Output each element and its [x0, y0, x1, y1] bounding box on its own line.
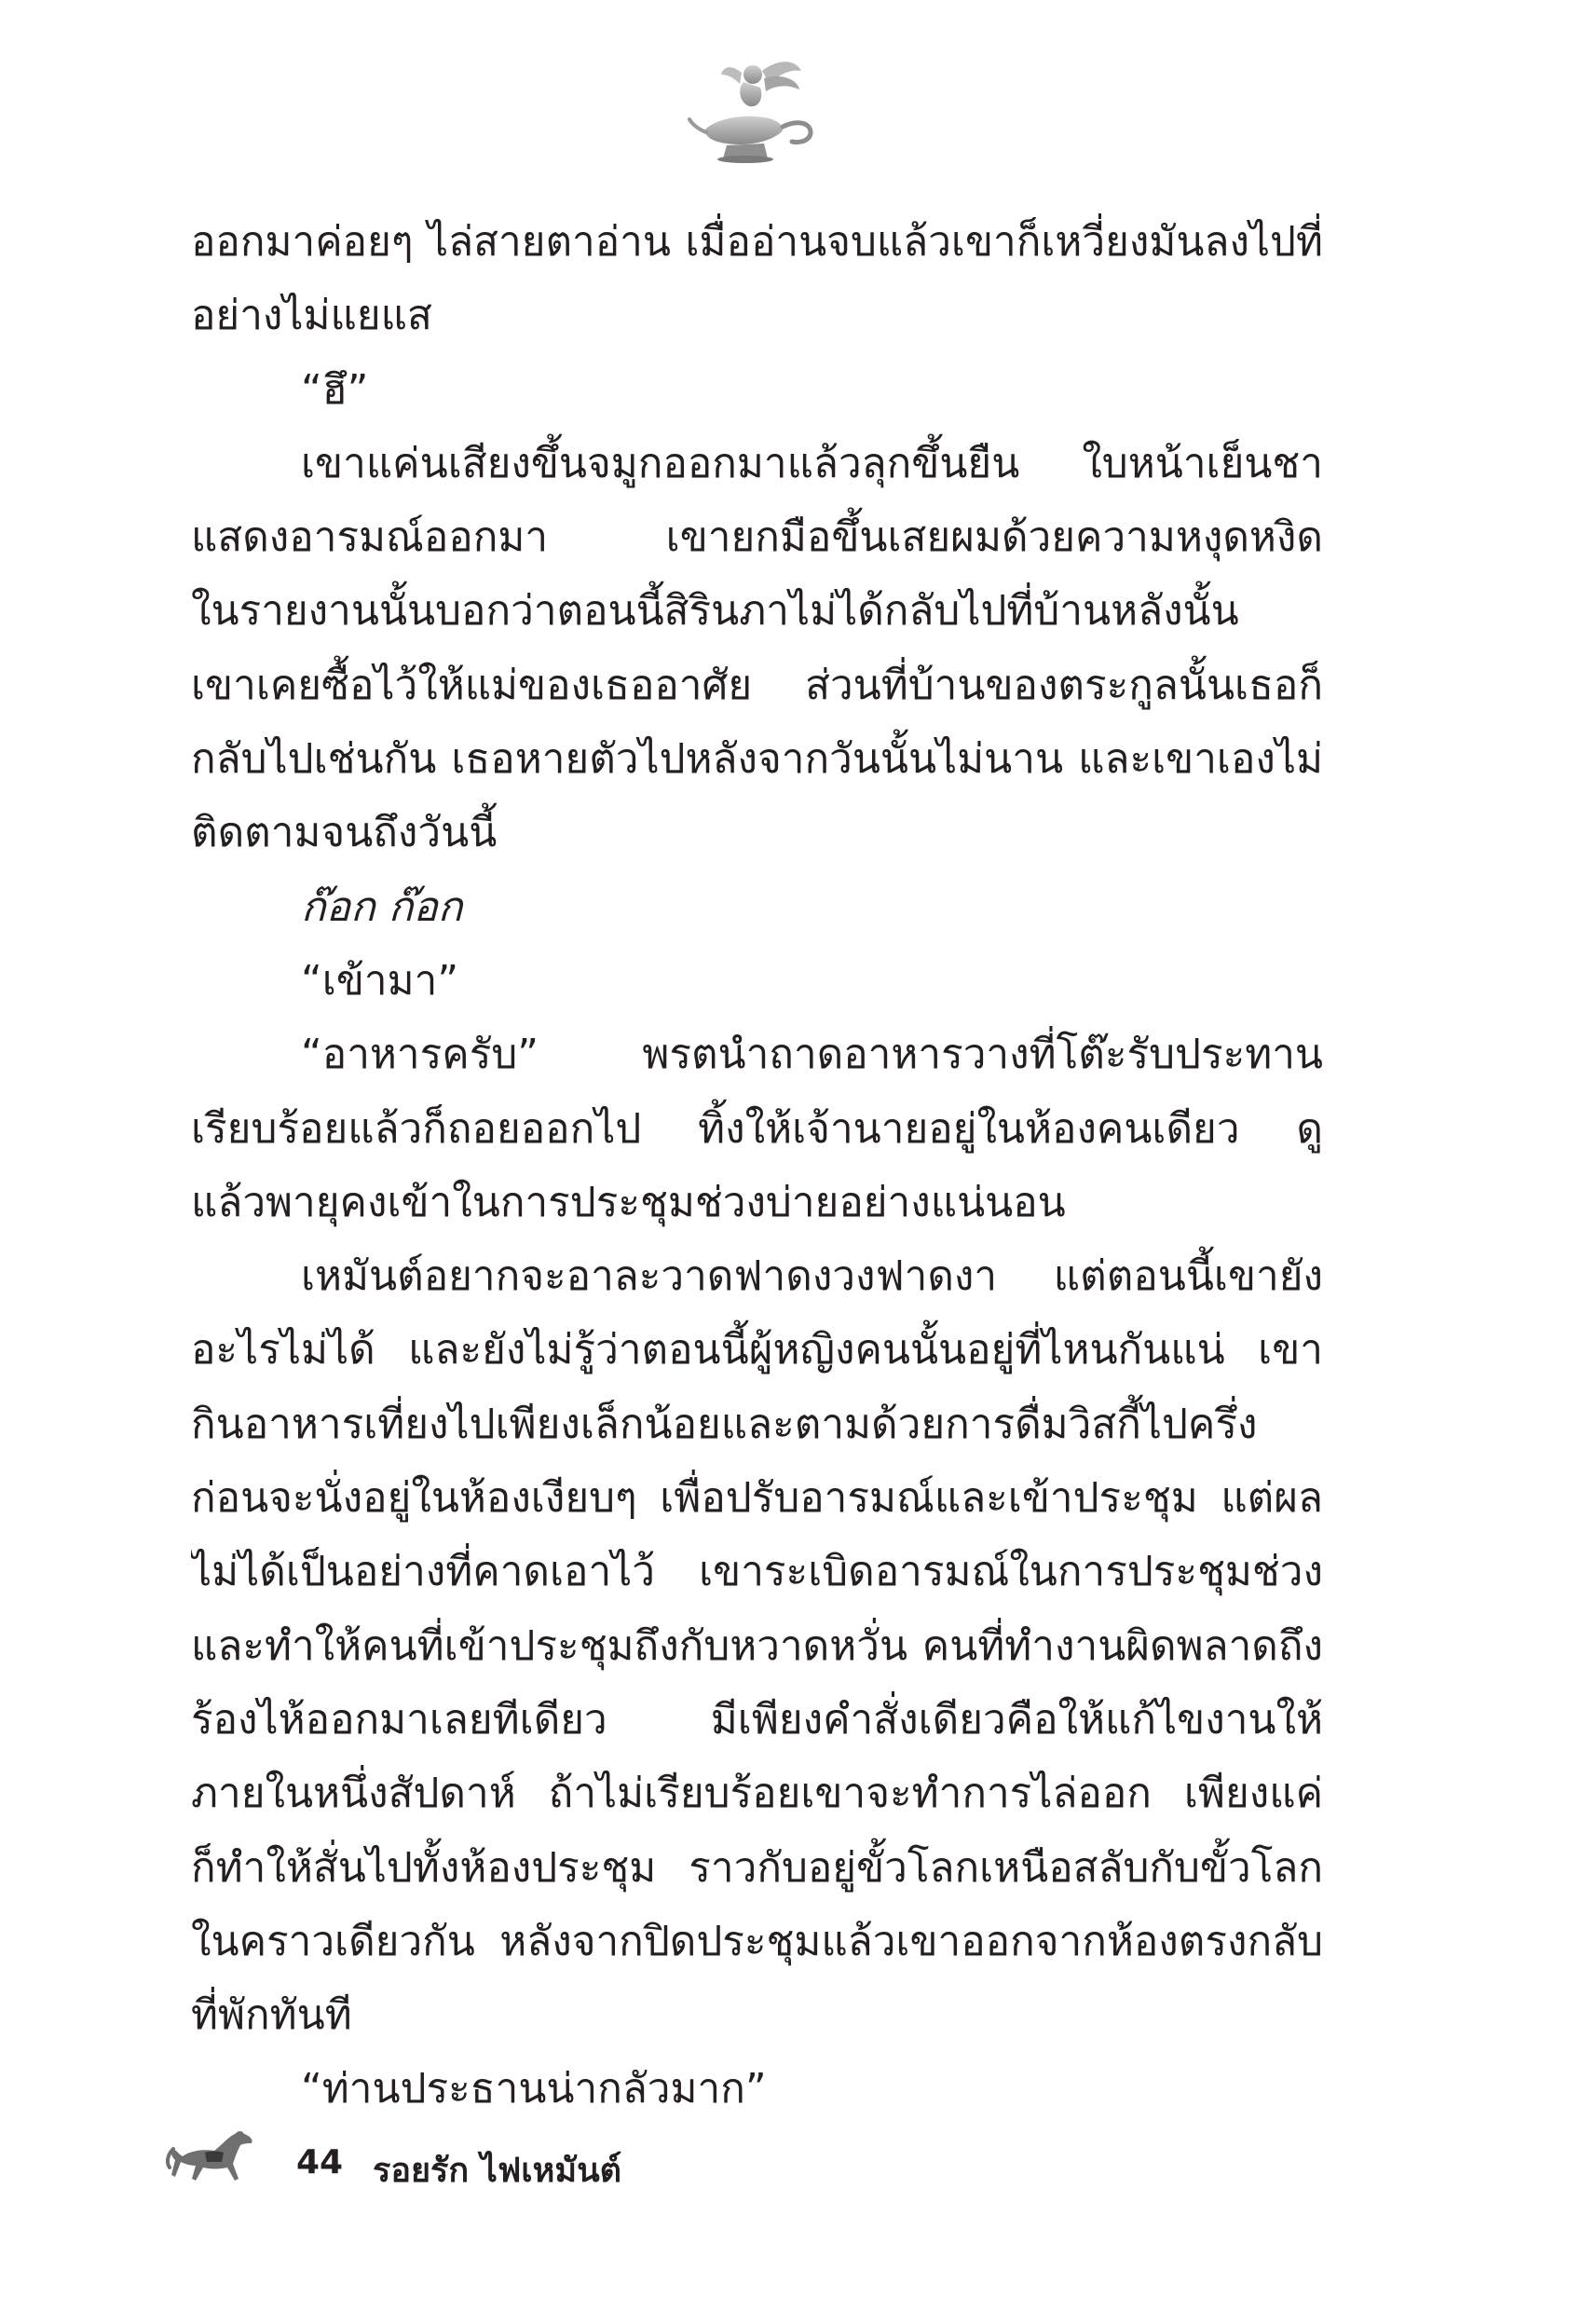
text-line: ก๊อก ก๊อก: [301, 882, 463, 931]
text-line: “ท่านประธานน่ากลัวมาก”: [301, 2065, 767, 2113]
book-title: รอยรัก ไฟเหมันต์: [373, 2152, 622, 2190]
story-text: [191, 205, 1323, 2126]
text-line: เรียบร้อยแล้วก็ถอยออกไป ทิ้งให้เจ้านายอยู่ในห้องคนเดียว ดู: [191, 1104, 1323, 1153]
text-line: ร้องไห้ออกมาเลยทีเดียว มีเพียงคำสั่งเดียวคือให้แก้ไขงานให้: [191, 1695, 1323, 1744]
text-line: ติดตามจนถึงวันนี้: [191, 809, 498, 857]
text-line: กินอาหารเที่ยงไปเพียงเล็กน้อยและตามด้วยการดื่มวิสกี้ไปครึ่ง: [191, 1400, 1258, 1448]
text-line: ในรายงานนั้นบอกว่าตอนนี้สิรินภาไม่ได้กลับไปที่บ้านหลังนั้น: [191, 587, 1239, 636]
text-line: กลับไปเช่นกัน เธอหายตัวไปหลังจากวันนั้นไม่นาน และเขาเองไม่: [191, 735, 1323, 784]
text-line: ไม่ได้เป็นอย่างที่คาดเอาไว้ เขาระเบิดอารมณ์ในการประชุมช่วง: [191, 1548, 1323, 1596]
text-line: อย่างไม่แยแส: [191, 292, 432, 340]
text-line: และทำให้คนที่เข้าประชุมถึงกับหวาดหวั่น คนที่ทำงานผิดพลาดถึง: [191, 1621, 1323, 1670]
text-line: เขาเคยซื้อไว้ให้แม่ของเธออาศัย ส่วนที่บ้านของตระกูลนั้นเธอก็: [191, 661, 1323, 709]
text-line: “อาหารครับ” พรตนำถาดอาหารวางที่โต๊ะรับประทาน: [301, 1031, 1323, 1079]
text-line: “ฮึ”: [301, 365, 369, 414]
text-line: ที่พักทันที: [191, 1991, 352, 2040]
text-line: ในคราวเดียวกัน หลังจากปิดประชุมแล้วเขาออกจากห้องตรงกลับ: [191, 1917, 1323, 1965]
text-line: ก็ทำให้สั่นไปทั้งห้องประชุม ราวกับอยู่ขั้วโลกเหนือสลับกับขั้วโลก: [191, 1843, 1323, 1892]
horse-icon: [166, 2123, 259, 2197]
text-line: แสดงอารมณ์ออกมา เขายกมือขึ้นเสยผมด้วยความหงุดหงิด: [191, 513, 1323, 562]
text-line: ก่อนจะนั่งอยู่ในห้องเงียบๆ เพื่อปรับอารมณ์และเข้าประชุม แต่ผล: [191, 1474, 1323, 1523]
page-footer: [166, 2123, 818, 2197]
text-line: ภายในหนึ่งสัปดาห์ ถ้าไม่เรียบร้อยเขาจะทำการไล่ออก เพียงแค่: [191, 1770, 1323, 1818]
cupid-lamp-ornament-icon: [686, 54, 825, 166]
text-line: แล้วพายุคงเข้าในการประชุมช่วงบ่ายอย่างแน่นอน: [191, 1178, 1066, 1226]
text-line: เขาแค่นเสียงขึ้นจมูกออกมาแล้วลุกขึ้นยืน ใบหน้าเย็นชา: [301, 439, 1323, 487]
text-line: เหมันต์อยากจะอาละวาดฟาดงวงฟาดงา แต่ตอนนี้เขายัง: [301, 1252, 1323, 1301]
text-line: “เข้ามา”: [301, 956, 459, 1005]
text-line: อะไรไม่ได้ และยังไม่รู้ว่าตอนนี้ผู้หญิงคนนั้นอยู่ที่ไหนกันแน่ เขา: [191, 1326, 1323, 1374]
text-line: ออกมาค่อยๆ ไล่สายตาอ่าน เมื่ออ่านจบแล้วเขาก็เหวี่ยงมันลงไปที่: [191, 218, 1323, 266]
page-number: 44: [296, 2143, 344, 2181]
